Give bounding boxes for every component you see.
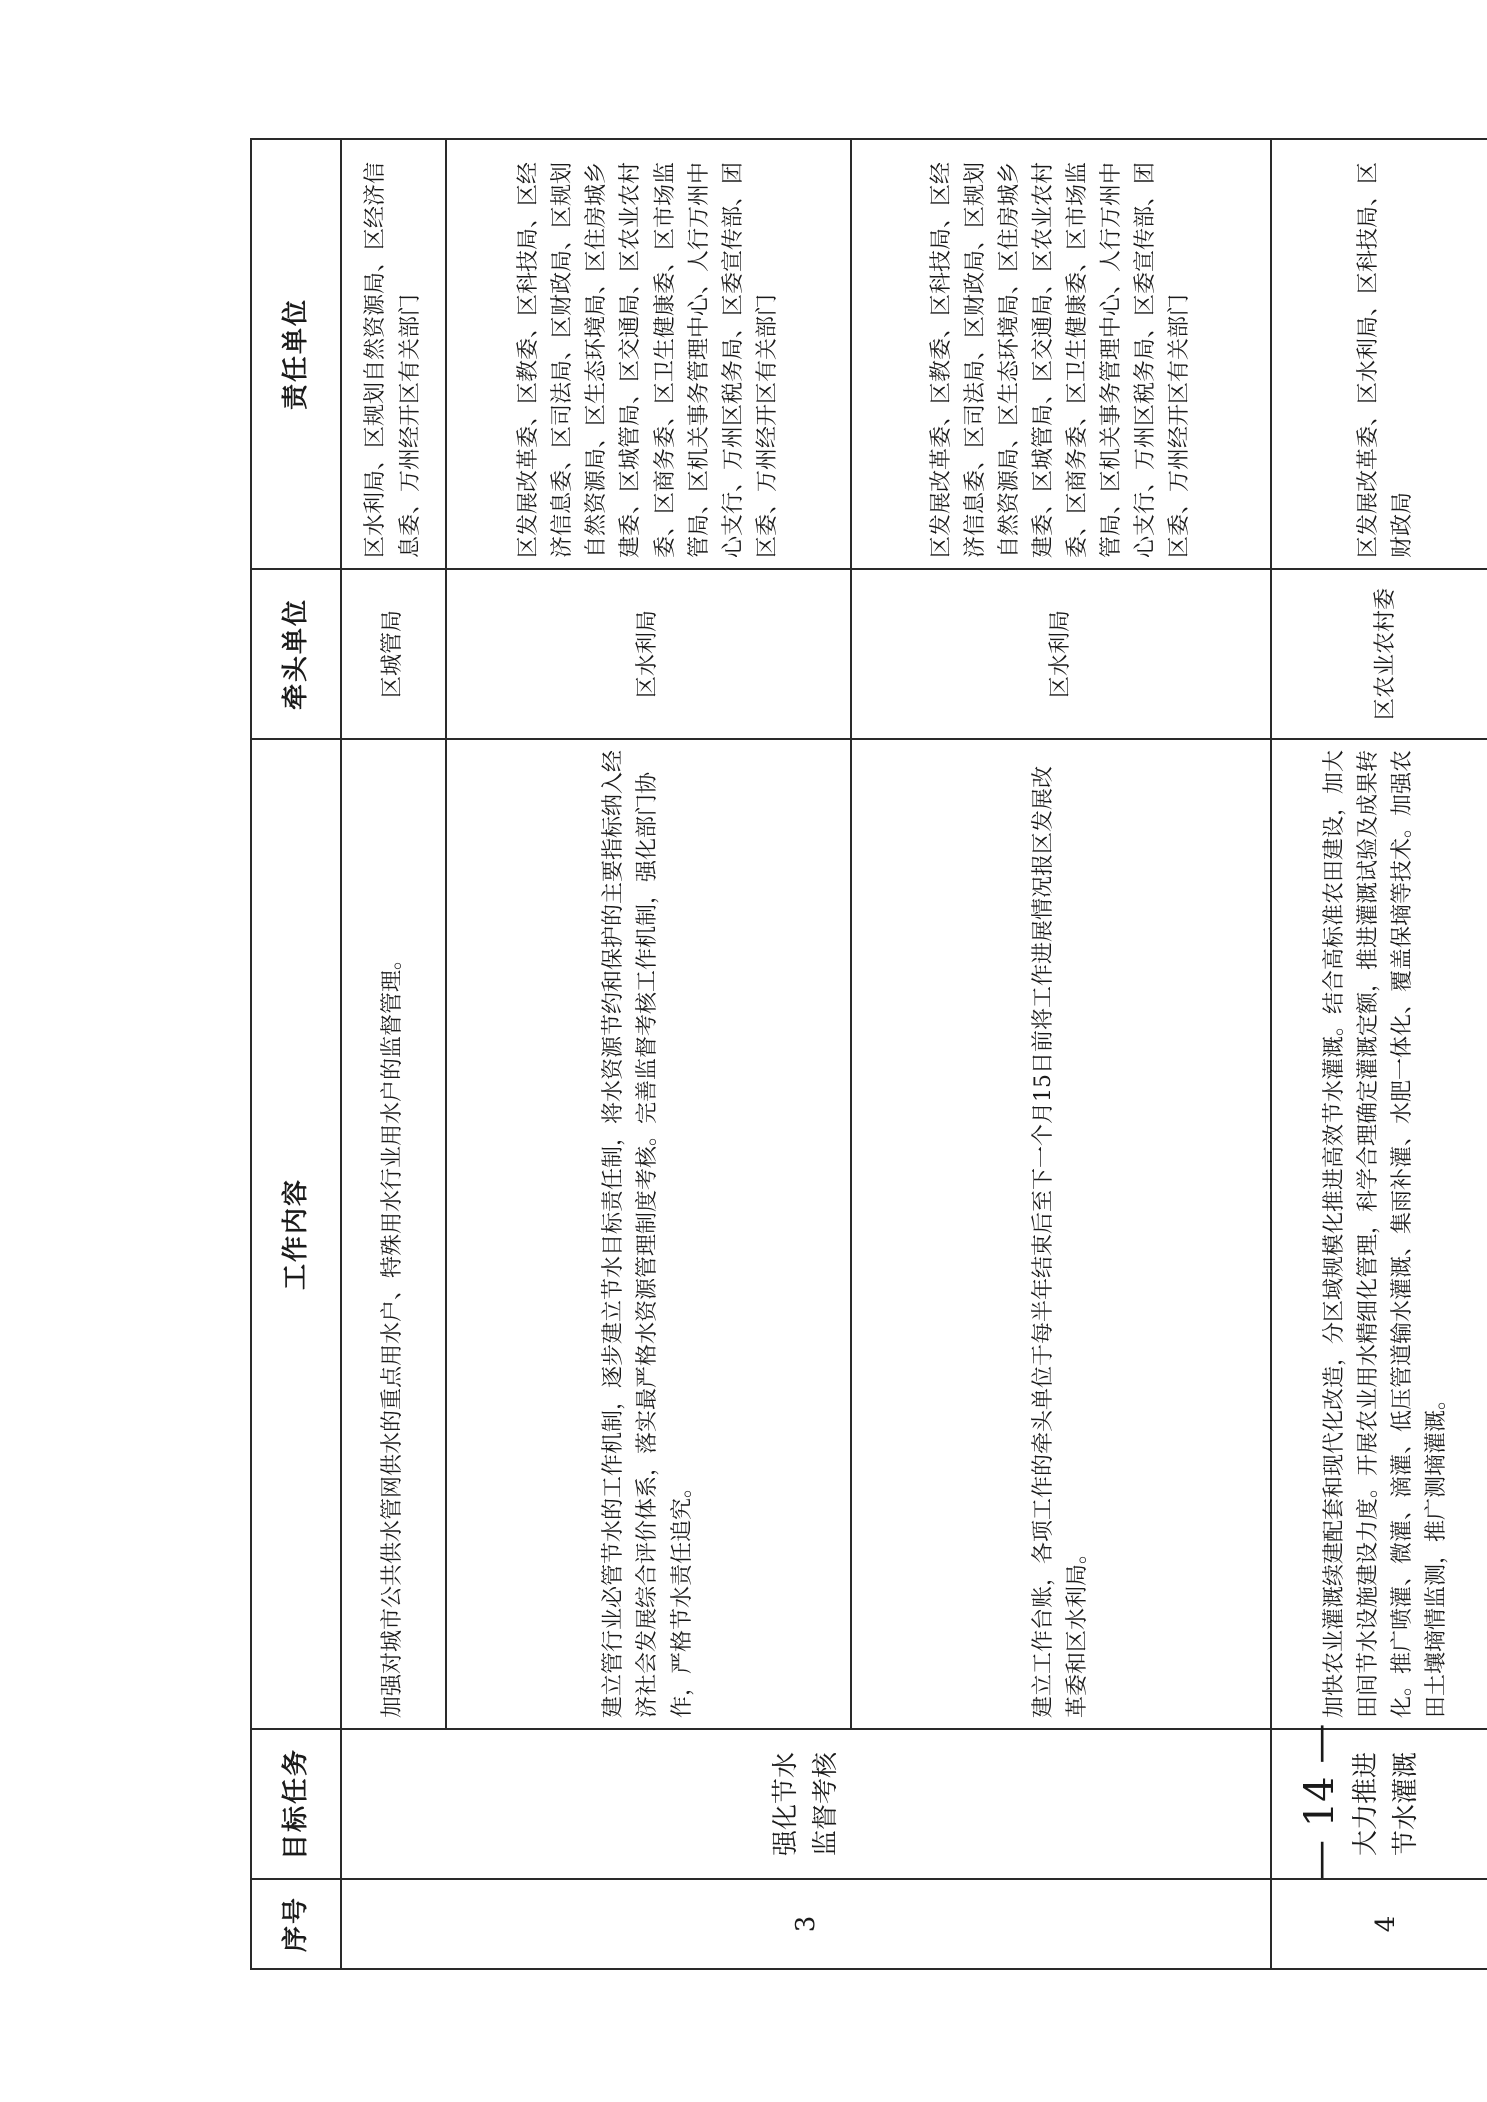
header-lead: 牵头单位: [251, 569, 341, 739]
table-row: [446, 139, 851, 1969]
rotated-table-wrapper: [250, 140, 1487, 1970]
seq-cell-3: 3: [341, 1879, 1271, 1969]
content-cell: 建立管行业必管节水的工作机制，逐步建立节水目标责任制，将水资源节约和保护的主要指标纳入经济社会发展综合评价体系，落实最严格水资源管理制度考核。完善监督考核工作机制，强化部门协作，严格节水责任追究。: [446, 739, 851, 1729]
content-cell: 加强对城市公共供水管网供水的重点用水户、特殊用水行业用水户的监督管理。: [341, 739, 446, 1729]
header-content: 工作内容: [251, 739, 341, 1729]
task-cell-3: 强化节水监督考核: [341, 1729, 1271, 1879]
table-row: [851, 139, 1271, 1969]
page-number: — 14 —: [1297, 1723, 1343, 1880]
lead-cell: 区水利局: [851, 569, 1271, 739]
resp-cell: 区水利局、区规划自然资源局、区经济信息委、万州经开区有关部门: [341, 139, 446, 569]
header-resp: 责任单位: [251, 139, 341, 569]
table-row: [341, 139, 446, 1969]
resp-cell: 区发展改革委、区水利局、区科技局、区财政局: [1271, 139, 1487, 569]
resp-cell: 区发展改革委、区教委、区科技局、区经济信息委、区司法局、区财政局、区规划自然资源局、区生态环境局、区住房城乡建委、区城管局、区交通局、区农业农村委、区商务委、区卫生健康委、区市场监管局、区机关事务管理中心、人行万州中心支行、万州区税务局、区委宣传部、团区委、万州经开区有关部门: [851, 139, 1271, 569]
task-cell-4: 大力推进节水灌溉: [1271, 1729, 1487, 1879]
task-table: [250, 138, 1487, 1970]
lead-cell: 区城管局: [341, 569, 446, 739]
lead-cell: 区水利局: [446, 569, 851, 739]
header-seq: 序号: [251, 1879, 341, 1969]
table-row: [1271, 139, 1487, 1969]
resp-cell: 区发展改革委、区教委、区科技局、区经济信息委、区司法局、区财政局、区规划自然资源局、区生态环境局、区住房城乡建委、区城管局、区交通局、区农业农村委、区商务委、区卫生健康委、区市场监管局、区机关事务管理中心、人行万州中心支行、万州区税务局、区委宣传部、团区委、万州经开区有关部门: [446, 139, 851, 569]
header-task: 目标任务: [251, 1729, 341, 1879]
content-cell: 建立工作台账，各项工作的牵头单位于每半年结束后至下一个月15日前将工作进展情况报区发展改革委和区水利局。: [851, 739, 1271, 1729]
lead-cell: 区农业农村委: [1271, 569, 1487, 739]
header-row: [251, 139, 341, 1969]
seq-cell-4: 4: [1271, 1879, 1487, 1969]
content-cell: 加快农业灌溉续建配套和现代化改造，分区域规模化推进高效节水灌溉。结合高标准农田建设，加大田间节水设施建设力度。开展农业用水精细化管理，科学合理确定灌溉定额，推进灌溉试验及成果转化。推广喷灌、微灌、滴灌、低压管道输水灌溉、集雨补灌、水肥一体化、覆盖保墒等技术。加强农田土壤墒情监测，推广测墒灌溉。: [1271, 739, 1487, 1729]
